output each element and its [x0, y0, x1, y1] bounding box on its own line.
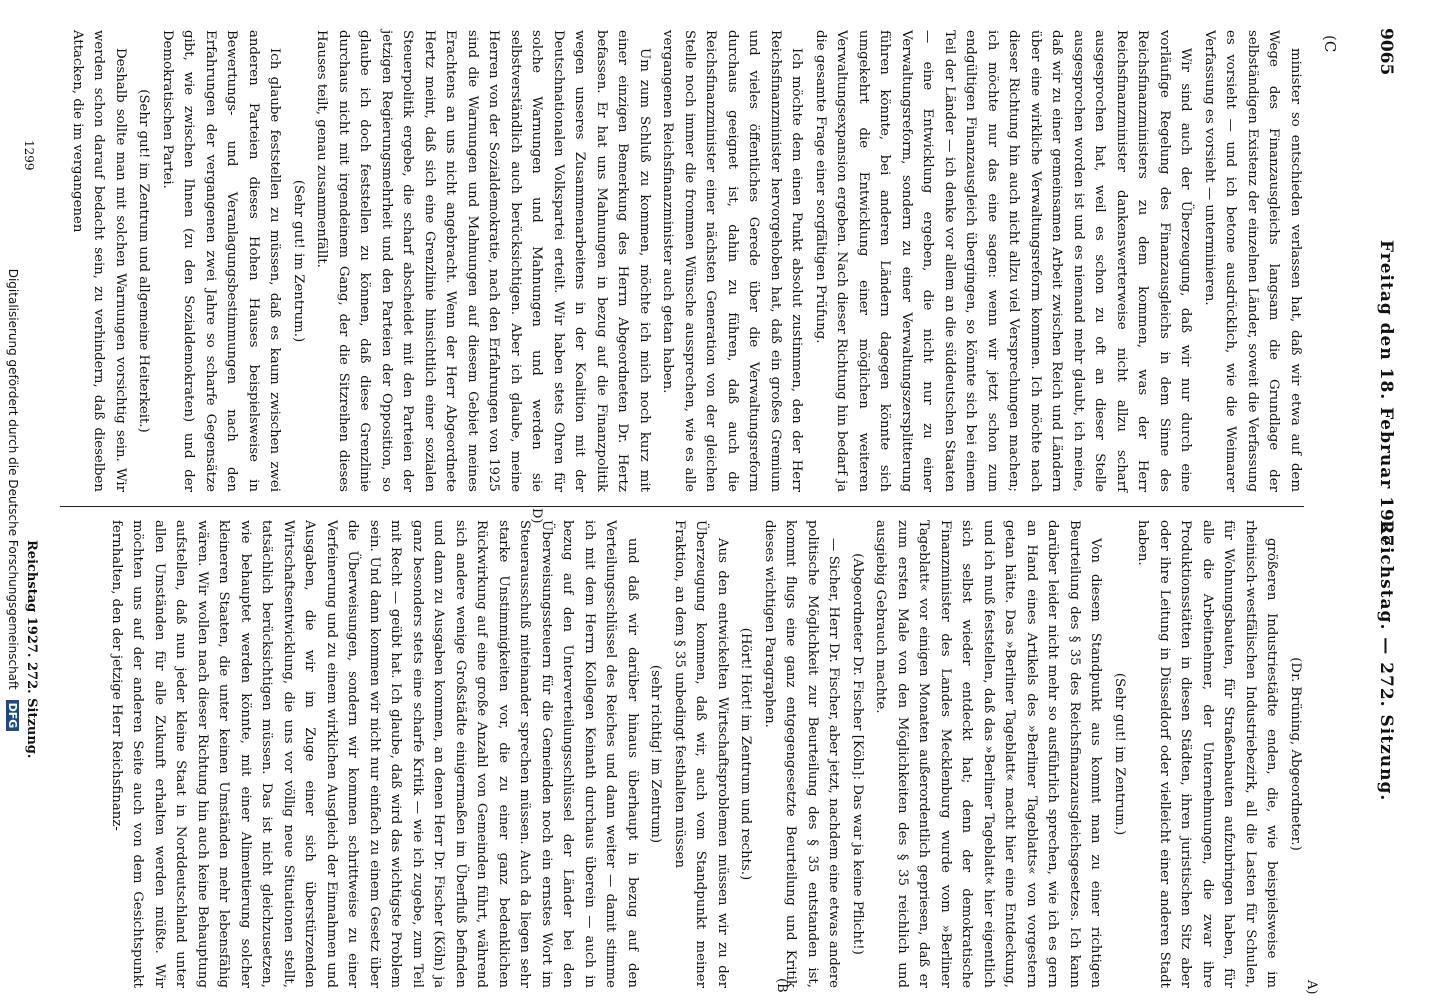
session-footer: Reichstag 1927. 272. Sitzung.	[24, 540, 39, 759]
session-title: Reichstag. — 272. Sitzung.	[1376, 520, 1396, 802]
page-number: 9065	[1376, 28, 1396, 76]
paragraph: Wir sind auch der Überzeugung, daß wir nur durch eine vorläufige Regelung des Finanzausgleichs in dem Sinne des Reichsfinanzministers zu dem kommen, was der Herr Reichsfinanzminister dankenswerterweise nicht allzu scharf ausgesprochen hat, weil es schon zu oft an dieser Stelle ausgesprochen worden ist und es niemand mehr glaubt, ich meine, daß wir zu einer gemeinsamen Arbeit zwischen Reich und Ländern über eine wirkliche Verwaltungsreform kommen. Ich möchte nach dieser Richtung hin auch nicht allzu viel Versprechungen machen; ich möchte nur das eine sagen: wenn wir jetzt schon zum endgültigen Finanzausgleich übergingen, so könnte sich bei einem Teil der Länder — ich denke vor allem an die süddeutschen Staaten — eine Entwicklung ergeben, die nicht nur zu einer Verwaltungsreform, sondern zu einer Verwaltungszersplitterung führen könnte, bei anderen Ländern dagegen könnte sich umgekehrt die Entwicklung einer möglichen weiteren Verwaltungsexpansion ergeben. Nach dieser Richtung hin bedarf ja die gesamte Frage einer sorgfältigen Prüfung.	[813, 30, 1194, 492]
paragraph: größeren Industriestädte enden, die, wie beispielsweise im rheinisch-westfälischen Industriebezirk, all die Lasten für Schulen, für Wohnungsbauten, für Straßenbauten aufzubringen haben, für alle die Arbeitnehmer, der Unternehmungen, die zwar ihre Produktionsstätten in diesen Städten, ihren juristischen Sitz aber oder ihre Leitung in Düsseldorf oder vielleicht einer anderen Stadt haben.	[1135, 520, 1280, 988]
margin-c: (C	[1321, 35, 1339, 53]
paragraph: Um zum Schluß zu kommen, möchte ich mich noch kurz mit einer einzigen Bemerkung des Herrn Abgeordneten Dr. Hertz befassen. Er hat uns Mahnungen in bezug auf die Finanzpolitik wegen unseres Zusammenarbeitens in der Koalition mit der Deutschnationalen Volkspartei erteilt. Wir haben stets Ohren für solche Warnungen und Mahnungen und werden sie selbstverständlich auch berücksichtigen. Aber ich glaube, meine Herren von der Sozialdemokratie, nach den Erfahrungen von 1925 sind die Warnungen und Mahnungen auf diesem Gebiet meines Erachtens an uns nicht angebracht. Wenn der Herr Abgeordnete Hertz meint, daß sich eine Grenzlinie hinsichtlich einer sozialen Steuerpolitik ergebe, die scharf abscheidet mit den Parteien der jetzigen Regierungsmehrheit und den Parteien der Opposition, so glaube ich doch feststellen zu können, daß diese Grenzlinie durchaus nicht mit irgendeinem Gang, der die Sitzreihen dieses Hauses teilt, genau zusammenfällt.	[314, 30, 652, 492]
page-header	[1321, 0, 1434, 1000]
interjection: (Sehr gut! im Zentrum und allgemeine Heiterkeit.)	[136, 89, 152, 433]
column-divider	[60, 506, 1304, 507]
paragraph: und daß wir darüber hinaus überhaupt in bezug auf den Verteilungsschlüssel des Reiches und dann weiter — damit stimme ich mit dem Herrn Kollegen Keinath durchaus überein — auch in bezug auf den Unterverteilungsschlüssel der Länder bei den Überweisungssteuern für die Gemeinden noch ein ernstes Wort im Steuerausschuß miteinander sprechen müssen. Auch da liegen sehr starke Unstimmigkeiten vor, die zu einer ganz bedenklichen Rückwirkung auf eine große Anzahl von Gemeinden führt, während sich andere wenige Großstädte einigermaßen im Überfluß befinden und dann zu Ausgaben kommen, an denen Herr Dr. Fischer (Köln) ja ganz besonders stets eine scharfe Kritik — wie ich zugebe, zum Teil mit Recht — geübt hat. Ich glaube, daß wird das wichtigste Problem sein. Und dann kommen wir nicht nur einfach zu einem Gesetz über die Überweisungen, sondern wir kommen schrittweise zu einer Verfeinerung und zu einem wirklichen Ausgleich der Einnahmen und Ausgaben, die wir im Zuge einer sich überstürzenden Wirtschaftsentwicklung, die uns vor völlig neue Situationen stellt, tatsächlich berücksichtigen müssen. Das ist nicht gleichzusetzen, wie behauptet werden könnte, mit einer Alimentierung solcher kleineren Staaten, die unter keinen Umständen mehr lebensfähig wären. Wir wollen nach dieser Richtung hin auch keine Behauptung aufstellen, daß nun jeder kleine Staat in Norddeutschland unter allen Umständen für alle Zukunft erhalten werden müßte. Wir möchten uns auf der anderen Seite auch von dem Gesichtspunkt fernhalten, den der jetzige Herr Reichsfinanz-	[109, 520, 640, 988]
paragraph: Von diesem Standpunkt aus kommt man zu einer richtigen Beurteilung des § 35 des Reichsfinanzausgleichsgesetzes. Ich kann darüber leider nicht mehr so ausführlich sprechen, wie ich es gern an Hand eines Artikels des »Berliner Tageblatts« von vorgestern getan hätte. Das »Berliner Tageblatt« macht hier eine Entdeckung, und ich muß feststellen, daß das »Berliner Tageblatt« hier eigentlich sich selbst wieder entdeckt hat; denn der demokratische Finanzminister des Landes Mecklenburg wurde vom »Berliner Tageblatt« vor einigen Monaten außerordentlich gepriesen, daß er zum ersten Male von den Möglichkeiten des § 35 reichlich und ausgiebig Gebrauch machte.	[873, 520, 1104, 988]
paragraph: Ich möchte dem einen Punkt absolut zustimmen, den der Herr Reichsfinanzminister hervorgehoben hat, daß ein großes Gremium und vieles öffentliches Gerede über die Verwaltungsreform durchaus geeignet ist, dahin zu führen, daß auch die Reichsfinanzminister einer nächsten Generation von der gleichen Stelle noch immer die frommen Wünsche aussprechen, wie es alle vergangenen Reichsfinanzminister auch getan haben.	[660, 30, 805, 492]
session-date: Freitag den 18. Februar 1927.	[1376, 240, 1396, 555]
interjection: (Hört! Hört! im Zentrum und rechts.)	[738, 627, 754, 881]
sheet-number: 1299	[22, 140, 36, 171]
right-column	[104, 520, 1307, 988]
interjection: (sehr richtig! im Zentrum)	[648, 664, 664, 844]
dfg-logo: DFG	[6, 700, 19, 732]
digitization-text: Digitalisierung gefördert durch die Deutsche Forschungsgemeinschaft	[6, 268, 20, 690]
interjection: (Sehr gut! im Zentrum.)	[291, 179, 306, 343]
paragraph: Aus den entwickelten Wirtschaftsproblemen müssen wir zu der Überzeugung kommen, daß wir, auch vom Standpunkt meiner Fraktion, an dem § 35 unbedingt festhalten müssen	[672, 520, 730, 988]
paragraph: Ich glaube feststellen zu müssen, daß es kaum zwischen zwei anderen Parteien dieses Hohen Hauses beispielsweise in Bewertungs- und Veranlagungsbestimmungen nach den Erfahrungen der vergangenen zwei Jahre so scharfe Gegensätze gibt, wie zwischen Ihnen (zu den Sozialdemokraten) und der Demokratischen Partei.	[160, 30, 283, 492]
interjection: (Sehr gut! im Zentrum.)	[1112, 672, 1127, 836]
margin-a: A)	[1304, 980, 1319, 995]
digitization-note	[6, 0, 20, 1000]
interjection: (Abgeordneter Dr. Fischer [Köln]: Das war ja keine Pflicht!)	[850, 553, 865, 955]
margin-b: (B	[774, 978, 789, 993]
paragraph: Deshalb sollte man mit solchen Warnungen vorsichtig sein. Wir werden schon darauf bedacht sein, zu verhindern, daß dieselben Attacken, die im vergangenen	[70, 30, 128, 492]
margin-d: D)	[529, 508, 544, 524]
speaker-line: (Dr. Brüning, Abgeordneter.)	[1288, 657, 1303, 851]
paragraph: minister so entschieden verlassen hat, daß wir etwa auf dem Wege des Finanzausgleichs langsam die Grundlage der selbständigen Existenz der einzelnen Länder, soweit die Verfassung es vorsieht — und ich betone ausdrücklich, wie die Weimarer Verfassung es vorsieht — unterminieren.	[1202, 30, 1303, 492]
paragraph: — Sicher, Herr Dr. Fischer, aber jetzt, nachdem eine etwas andere politische Möglichkeit zur Beurteilung des § 35 entstanden ist, kommt flugs eine ganz entgegengesetzte Beurteilung und Kritik dieses wichtigen Paragraphen.	[762, 520, 842, 988]
left-column	[65, 30, 1307, 492]
